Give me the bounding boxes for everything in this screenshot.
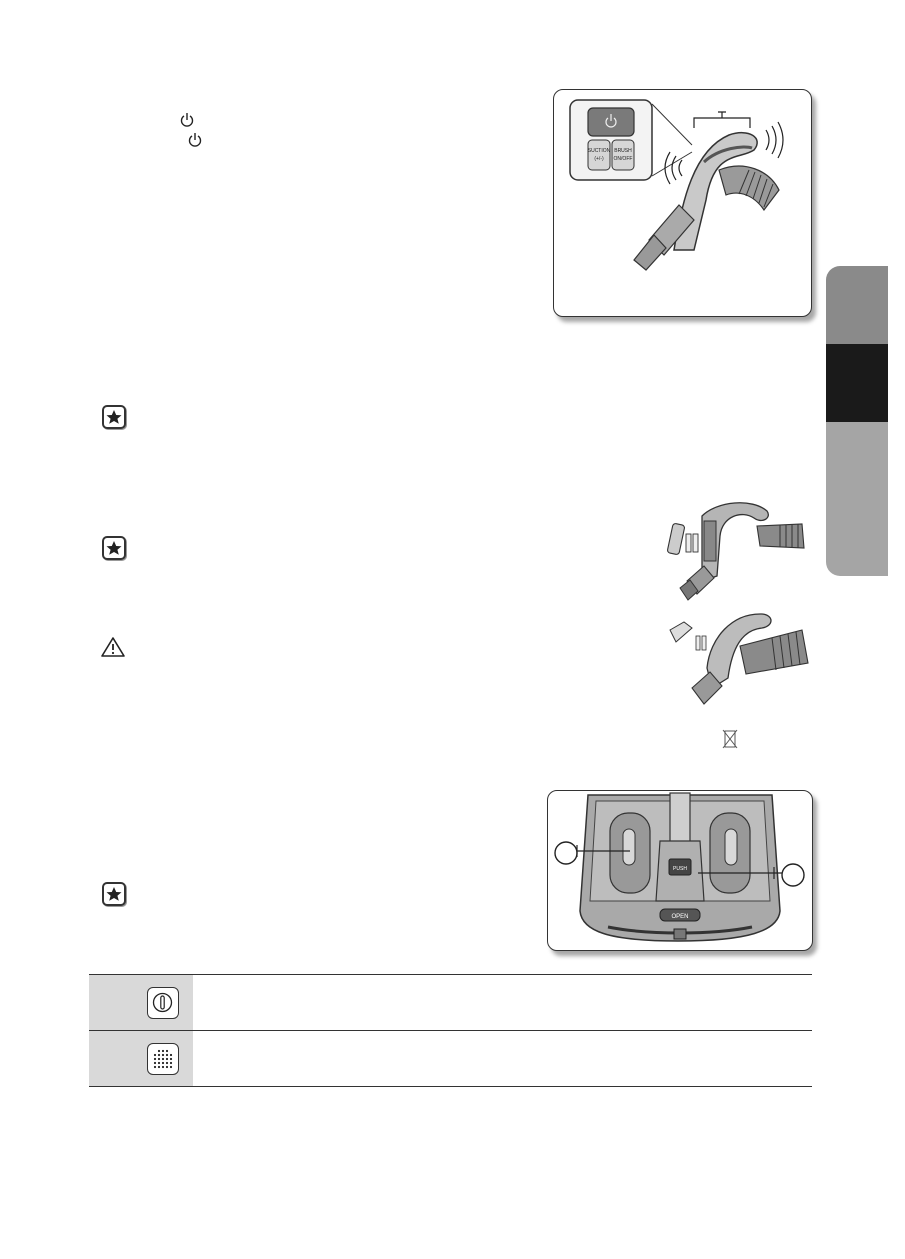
note-star-icon: [102, 405, 126, 429]
legend-text: [193, 975, 812, 1031]
power-icon: [188, 132, 202, 148]
battery-insert-illustration: [662, 496, 817, 606]
svg-text:(+/-): (+/-): [594, 156, 604, 162]
warning-icon: [100, 636, 126, 658]
power-symbol-icon: [147, 987, 179, 1019]
battery-cover-illustration: [662, 608, 817, 714]
note-star-icon: [102, 536, 126, 560]
legend-row: [89, 1031, 812, 1087]
intro-section: [130, 112, 188, 148]
filter-grid-icon: [147, 1043, 179, 1075]
handle-control-figure: [553, 89, 812, 317]
chapter-tab-2-active[interactable]: [826, 344, 888, 422]
chapter-tab-1[interactable]: [826, 266, 888, 344]
legend-text: [193, 1031, 812, 1087]
symbol-legend-table: [89, 974, 812, 1087]
power-icon: [180, 112, 194, 128]
svg-text:ON/OFF: ON/OFF: [613, 156, 633, 162]
callout-marker-left: [555, 842, 577, 864]
push-label: PUSH: [673, 866, 687, 872]
note-star-icon: [102, 882, 126, 906]
brush-button-label: BRUSH: [614, 148, 632, 154]
legend-row: [89, 975, 812, 1031]
battery-disposal-icon: [722, 727, 738, 751]
chapter-tabs: [826, 266, 888, 576]
callout-marker-right: [782, 864, 804, 886]
intro-line-2: [130, 130, 188, 148]
suction-button-label: SUCTION: [587, 148, 611, 154]
handle-illustration: [554, 90, 811, 316]
vacuum-top-illustration: [548, 791, 812, 950]
open-label: OPEN: [671, 914, 689, 920]
chapter-tab-3[interactable]: [826, 422, 888, 576]
intro-line-1: [130, 112, 188, 130]
vacuum-body-figure: [547, 790, 813, 951]
